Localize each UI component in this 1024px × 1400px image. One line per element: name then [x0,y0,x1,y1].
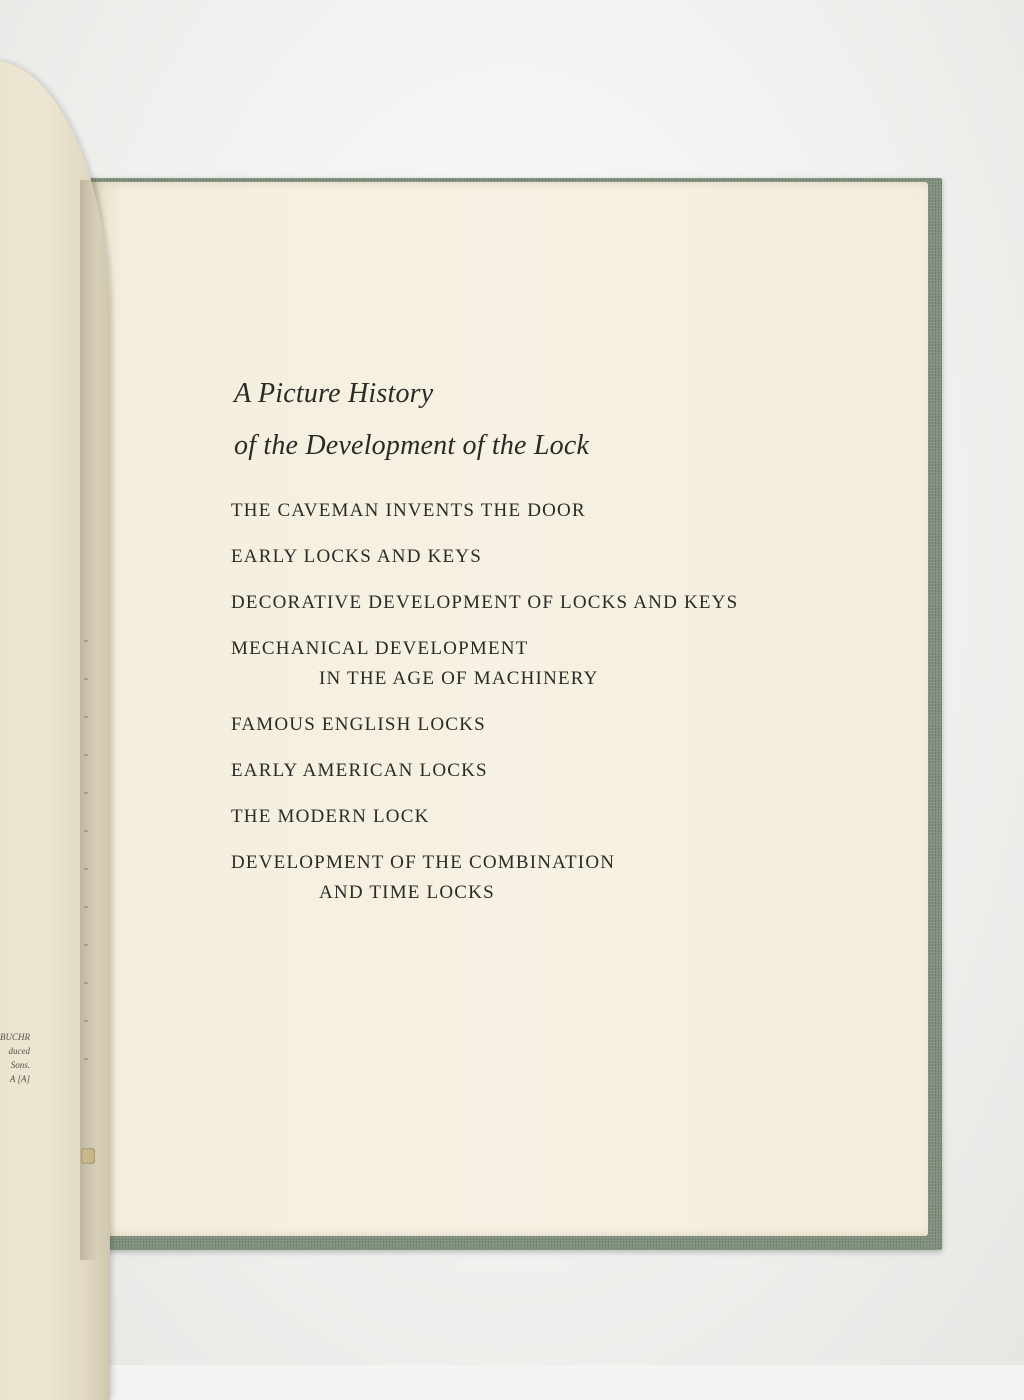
left-fragment: BUCHR [0,1032,30,1042]
contents-item-label: THE CAVEMAN INVENTS THE DOOR [231,500,586,521]
contents-item-label: DECORATIVE DEVELOPMENT OF LOCKS AND KEYS [231,592,739,613]
contents-item [231,802,738,832]
contents-list [231,496,738,924]
title-line-1: A Picture History [234,378,434,409]
contents-item [231,588,738,618]
contents-item-continuation: IN THE AGE OF MACHINERY [319,668,599,689]
contents-item-label: THE MODERN LOCK [231,806,430,827]
contents-item-label: MECHANICAL DEVELOPMENT [231,638,529,659]
contents-item [231,496,738,526]
title-line-2: of the Development of the Lock [234,430,590,461]
contents-item [231,710,738,740]
contents-item-label: EARLY AMERICAN LOCKS [231,760,488,781]
left-fragment: Sons. [10,1060,30,1070]
contents-item-label: DEVELOPMENT OF THE COMBINATION [231,852,616,873]
left-fragment: A [A] [9,1074,30,1084]
contents-item [231,756,738,786]
binding-thread [81,1148,95,1164]
binding-stitches [84,640,92,1080]
page-title [234,368,589,472]
left-page-text-fragments [0,1030,30,1086]
contents-item-label: EARLY LOCKS AND KEYS [231,546,482,567]
contents-item-continuation: AND TIME LOCKS [319,882,495,903]
contents-item [231,634,738,694]
contents-item [231,848,738,908]
contents-item [231,542,738,572]
contents-item-label: FAMOUS ENGLISH LOCKS [231,714,486,735]
left-fragment: duced [8,1046,30,1056]
